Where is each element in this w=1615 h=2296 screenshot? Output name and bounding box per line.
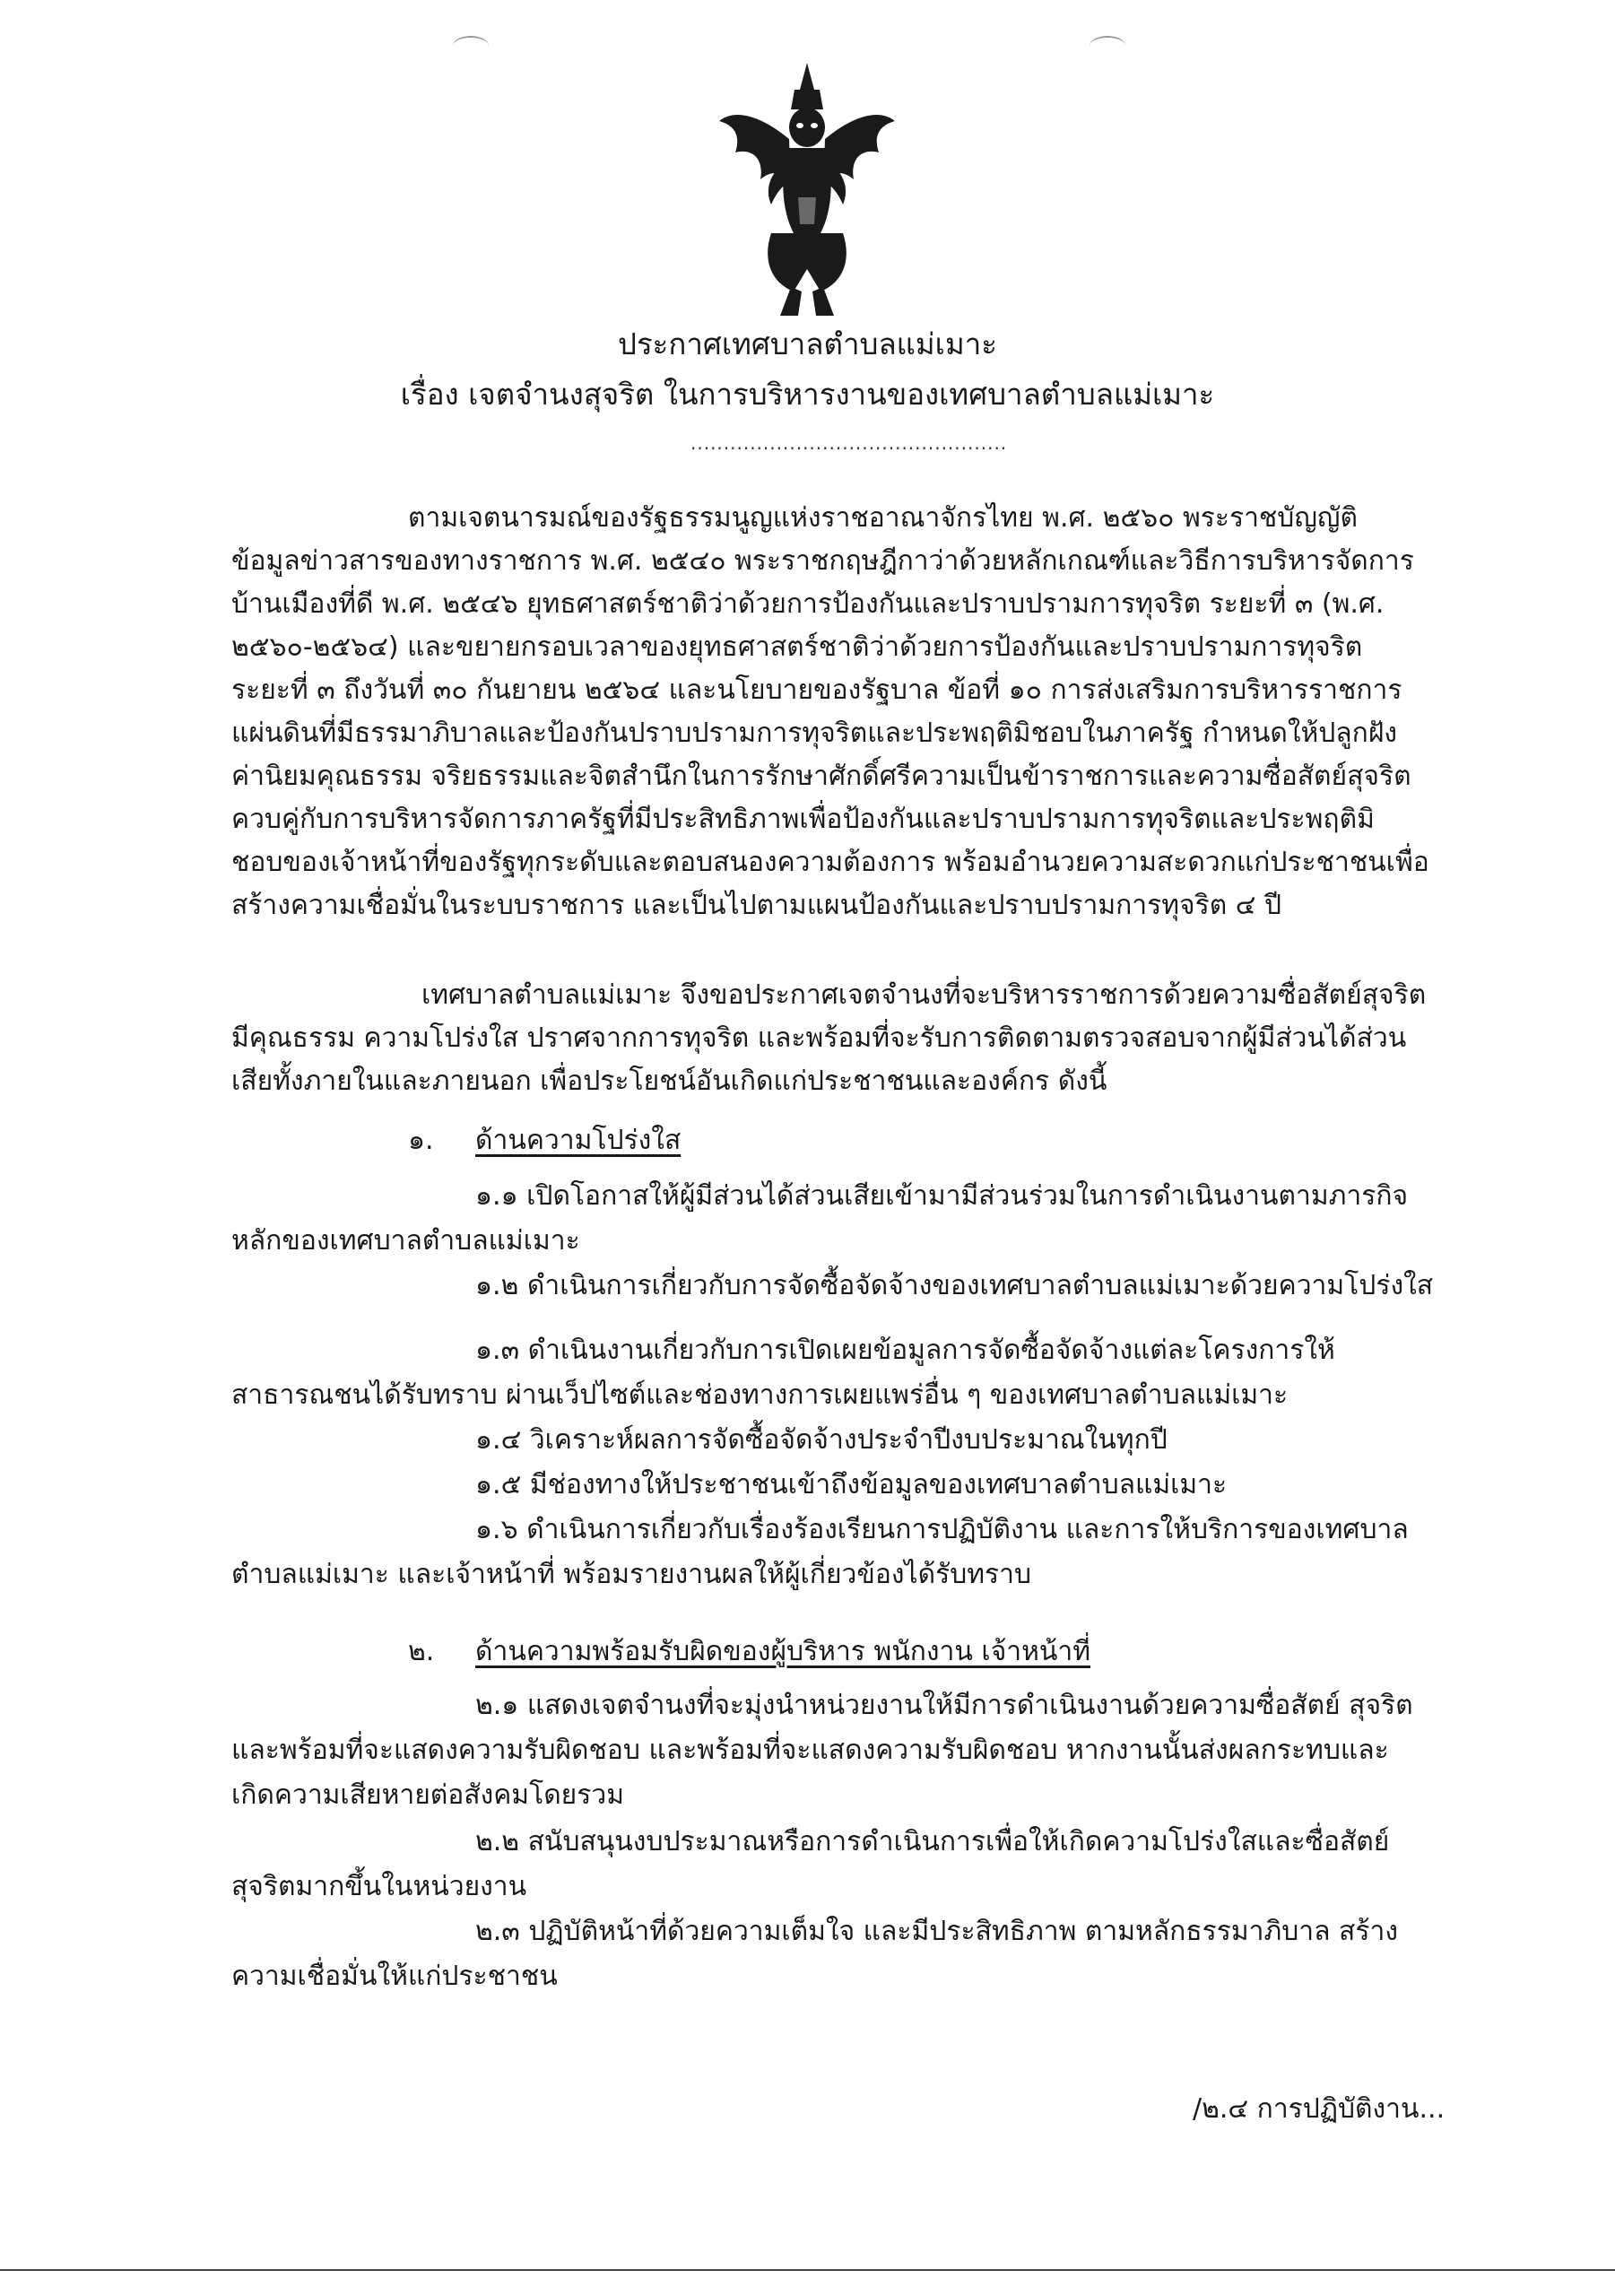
section1-line: ๑.๑ เปิดโอกาสให้ผู้มีส่วนได้ส่วนเสียเข้ามามีส่วนร่วมในการดำเนินงานตามภารกิจ [475, 1180, 1409, 1212]
section2-number: ๒. [408, 1636, 435, 1667]
section2-line: เกิดความเสียหายต่อสังคมโดยรวม [231, 1779, 624, 1811]
section2-line: และพร้อมที่จะแสดงความรับผิดชอบ และพร้อมที่จะแสดงความรับผิดชอบ หากงานนั้นส่งผลกระทบและ [231, 1735, 1389, 1766]
garuda-emblem-icon [708, 54, 906, 323]
intro-line: ตามเจตนารมณ์ของรัฐธรรมนูญแห่งราชอาณาจักรไทย พ.ศ. ๒๕๖๐ พระราชบัญญัติ [408, 502, 1358, 534]
intro-line: ชอบของเจ้าหน้าที่ของรัฐทุกระดับและตอบสนองความต้องการ พร้อมอำนวยความสะดวกแก่ประชาชนเพื่อ [231, 847, 1429, 878]
section2-line: ๒.๒ สนับสนุนงบประมาณหรือการดำเนินการเพื่อให้เกิดความโปร่งใสและซื่อสัตย์ [475, 1826, 1390, 1857]
page-subject: เรื่อง เจตจำนงสุจริต ในการบริหารงานของเทศบาลตำบลแม่เมาะ [400, 377, 1215, 412]
section1-heading: ด้านความโปร่งใส [475, 1125, 682, 1156]
section1-line: ๑.๖ ดำเนินการเกี่ยวกับเรื่องร้องเรียนการปฏิบัติงาน และการให้บริการของเทศบาล [475, 1514, 1409, 1545]
section1-line: ๑.๒ ดำเนินการเกี่ยวกับการจัดซื้อจัดจ้างของเทศบาลตำบลแม่เมาะด้วยความโปร่งใส [475, 1270, 1434, 1301]
declaration-line: เสียทั้งภายในและภายนอก เพื่อประโยชน์อันเกิดแก่ประชาชนและองค์กร ดังนี้ [231, 1065, 1107, 1097]
continuation-note: /๒.๔ การปฏิบัติงาน... [1193, 2093, 1446, 2125]
section2-line: ๒.๓ ปฏิบัติหน้าที่ด้วยความเต็มใจ และมีประสิทธิภาพ ตามหลักธรรมาภิบาล สร้าง [475, 1916, 1398, 1947]
scan-bottom-edge [0, 2269, 1615, 2271]
intro-line: แผ่นดินที่มีธรรมาภิบาลและป้องกันปราบปรามการทุจริตและประพฤติมิชอบในภาครัฐ กำหนดให้ปลูกฝัง [231, 718, 1398, 749]
section1-line: ตำบลแม่เมาะ และเจ้าหน้าที่ พร้อมรายงานผลให้ผู้เกี่ยวข้องได้รับทราบ [231, 1559, 1032, 1590]
section1-number: ๑. [408, 1125, 434, 1156]
section1-line: ๑.๕ มีช่องทางให้ประชาชนเข้าถึงข้อมูลของเทศบาลตำบลแม่เมาะ [475, 1469, 1228, 1500]
scan-artifact-left [453, 36, 489, 56]
title-separator: ................................................ [690, 432, 1008, 454]
intro-line: ค่านิยมคุณธรรม จริยธรรมและจิตสำนึกในการรักษาศักดิ์ศรีความเป็นข้าราชการและความซื่อสัตย์สุจริต [231, 761, 1411, 792]
section1-line: หลักของเทศบาลตำบลแม่เมาะ [231, 1225, 580, 1257]
declaration-line: มีคุณธรรม ความโปร่งใส ปราศจากการทุจริต และพร้อมที่จะรับการติดตามตรวจสอบจากผู้มีส่วนได้ส่วน [231, 1022, 1407, 1054]
section2-line: ๒.๑ แสดงเจตจำนงที่จะมุ่งนำหน่วยงานให้มีการดำเนินงานด้วยความซื่อสัตย์ สุจริต [475, 1690, 1413, 1721]
declaration-line: เทศบาลตำบลแม่เมาะ จึงขอประกาศเจตจำนงที่จะบริหารราชการด้วยความซื่อสัตย์สุจริต [421, 979, 1427, 1011]
section2-line: สุจริตมากขึ้นในหน่วยงาน [231, 1871, 527, 1902]
intro-line: ๒๕๖๐-๒๕๖๔) และขยายกรอบเวลาของยุทธศาสตร์ชาติว่าด้วยการป้องกันและปราบปรามการทุจริต [231, 631, 1363, 663]
section2-heading: ด้านความพร้อมรับผิดของผู้บริหาร พนักงาน เจ้าหน้าที่ [475, 1636, 1091, 1667]
intro-line: ข้อมูลข่าวสารของทางราชการ พ.ศ. ๒๕๔๐ พระราชกฤษฎีกาว่าด้วยหลักเกณฑ์และวิธีการบริหารจัดการ [231, 545, 1414, 577]
section1-line: สาธารณชนได้รับทราบ ผ่านเว็ปไซต์และช่องทางการเผยแพร่อื่น ๆ ของเทศบาลตำบลแม่เมาะ [231, 1379, 1289, 1411]
section2-line: ความเชื่อมั่นให้แก่ประชาชน [231, 1961, 558, 1992]
intro-line: บ้านเมืองที่ดี พ.ศ. ๒๕๔๖ ยุทธศาสตร์ชาติว่าด้วยการป้องกันและปราบปรามการทุจริต ระยะที่ ๓ (พ.ศ. [231, 588, 1385, 620]
intro-line: สร้างความเชื่อมั่นในระบบราชการ และเป็นไปตามแผนป้องกันและปราบปรามการทุจริต ๔ ปี [231, 890, 1282, 921]
section1-line: ๑.๔ วิเคราะห์ผลการจัดซื้อจัดจ้างประจำปีงบประมาณในทุกปี [475, 1424, 1168, 1456]
intro-line: ควบคู่กับการบริหารจัดการภาครัฐที่มีประสิทธิภาพเพื่อป้องกันและปราบปรามการทุจริตและประพฤติมิ [231, 804, 1375, 835]
scan-artifact-right [1090, 36, 1125, 56]
intro-line: ระยะที่ ๓ ถึงวันที่ ๓๐ กันยายน ๒๕๖๔ และนโยบายของรัฐบาล ข้อที่ ๑๐ การส่งเสริมการบริหารราชการ [231, 674, 1402, 706]
section1-line: ๑.๓ ดำเนินงานเกี่ยวกับการเปิดเผยข้อมูลการจัดซื้อจัดจ้างแต่ละโครงการให้ [475, 1335, 1335, 1366]
page-title: ประกาศเทศบาลตำบลแม่เมาะ [618, 326, 997, 361]
